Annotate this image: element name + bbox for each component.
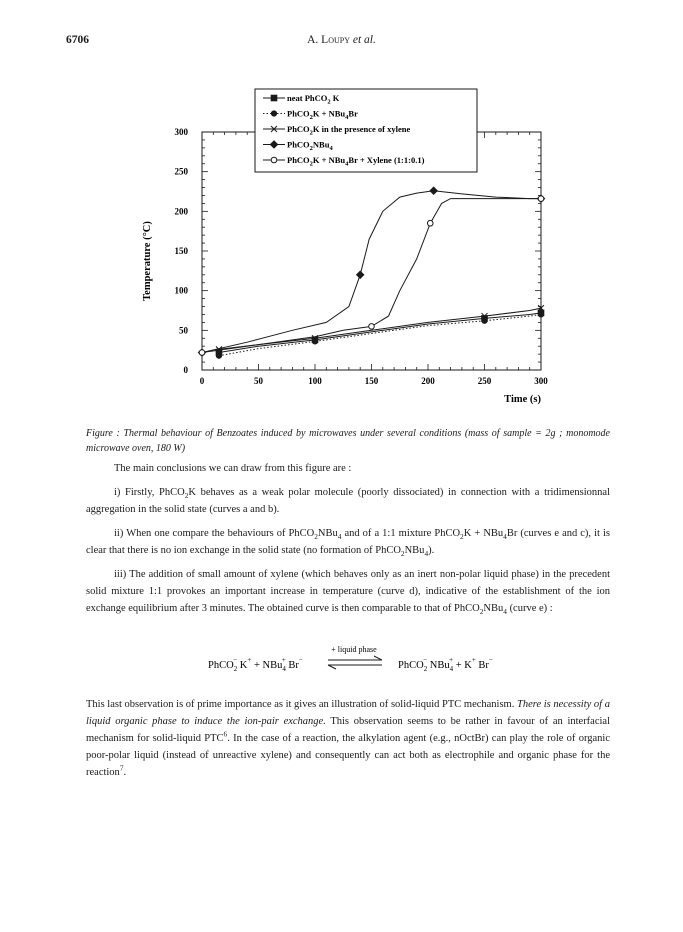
eq-part: Br bbox=[475, 660, 489, 671]
data-point bbox=[538, 312, 543, 317]
eq-part: + NBu bbox=[251, 660, 283, 671]
eq-part: + K bbox=[453, 660, 472, 671]
eq-sup: + bbox=[471, 656, 476, 664]
conclusion-iii bbox=[86, 566, 610, 617]
text: . bbox=[123, 767, 127, 778]
subscript: 2 bbox=[314, 532, 318, 542]
eq-sup: − bbox=[298, 656, 303, 664]
equilibrium-arrows-icon bbox=[328, 656, 382, 669]
text: NBu bbox=[404, 545, 425, 556]
equation-right bbox=[398, 656, 493, 673]
text: Br (curves e and c), it is clear that there is no ion exchange in the solid state (no formation of PhCO bbox=[86, 528, 611, 556]
eq-part: PhCO bbox=[398, 660, 424, 671]
data-point bbox=[482, 318, 487, 323]
legend-text: PhCO bbox=[287, 108, 310, 119]
legend-subscript: 4 bbox=[345, 160, 349, 168]
series-2 bbox=[216, 312, 543, 358]
eq-sub: 4 bbox=[282, 665, 286, 673]
temperature-chart bbox=[0, 0, 683, 420]
legend-subscript: 2 bbox=[327, 98, 331, 106]
legend-text: PhCO bbox=[287, 139, 310, 150]
reference-6[interactable]: 6 bbox=[223, 729, 228, 739]
series-line bbox=[219, 313, 541, 353]
running-head-etal: et al. bbox=[350, 34, 376, 46]
eq-part: PhCO bbox=[208, 660, 234, 671]
figure-caption bbox=[86, 426, 610, 456]
text: iii) The addition of small amount of xylene (which behaves only as an inert non-polar liquid phase) in the precedent solid mixture 1:1 provokes an important increase in temperature (curve d), indicative of the establishment of the ion exchange equilibrium after 3 minutes. The obtained curve is then comparable to that of PhCO bbox=[86, 569, 610, 614]
page-number: 6706 bbox=[66, 34, 89, 46]
equation-arrow-label: + liquid phase bbox=[331, 645, 377, 654]
y-tick-label: 250 bbox=[174, 166, 188, 177]
caption-text: : Thermal behaviour of Benzoates induced by microwaves under several conditions (mass of sample = 2g ; monomode microwave oven, 180 W) bbox=[86, 428, 611, 454]
running-head-author: A. Loupy bbox=[307, 34, 350, 46]
text: ii) When one compare the behaviours of PhCO bbox=[114, 528, 315, 539]
data-point bbox=[538, 196, 544, 202]
final-paragraph bbox=[86, 696, 610, 781]
y-tick-label: 300 bbox=[174, 127, 188, 137]
subscript: 4 bbox=[337, 532, 342, 542]
subscript: 2 bbox=[460, 532, 464, 542]
legend-text: neat PhCO bbox=[287, 93, 328, 103]
text: and of a 1:1 mixture PhCO bbox=[341, 528, 461, 539]
legend-subscript: 2 bbox=[309, 129, 313, 137]
legend-text: K + NBu bbox=[312, 155, 346, 165]
legend-subscript: 2 bbox=[309, 160, 313, 168]
legend-subscript: 2 bbox=[309, 114, 313, 121]
x-tick-label: 0 bbox=[199, 376, 205, 386]
y-tick-label: 0 bbox=[183, 365, 188, 375]
x-tick-label: 50 bbox=[254, 376, 263, 386]
chart-legend bbox=[255, 89, 477, 172]
eq-part: Br bbox=[285, 660, 299, 671]
data-point bbox=[199, 350, 205, 356]
text: i) Firstly, PhCO bbox=[114, 487, 185, 498]
text: K + NBu bbox=[463, 528, 504, 539]
series-line bbox=[219, 315, 541, 356]
x-tick-label: 150 bbox=[364, 376, 379, 386]
eq-sup: + bbox=[281, 656, 286, 664]
legend-subscript: 4 bbox=[329, 145, 333, 152]
y-tick-label: 150 bbox=[174, 246, 188, 256]
subscript: 4 bbox=[424, 549, 429, 559]
subscript: 2 bbox=[400, 549, 405, 559]
legend-text: Br + Xylene (1:1:0.1) bbox=[348, 155, 425, 165]
text: ). bbox=[428, 545, 435, 556]
intro-paragraph: The main conclusions we can draw from this figure are : bbox=[114, 463, 352, 474]
eq-part: K bbox=[237, 660, 248, 671]
text: This last observation is of prime importance as it gives an illustration of solid-liquid PTC mechanism. bbox=[86, 699, 517, 710]
eq-sup: − bbox=[423, 656, 428, 664]
x-axis-label: Time (s) bbox=[504, 394, 541, 405]
x-tick-label: 200 bbox=[421, 376, 435, 386]
eq-sub: 4 bbox=[449, 665, 454, 673]
text: NBu bbox=[317, 528, 338, 539]
legend-text: K + NBu bbox=[312, 108, 346, 119]
y-tick-label: 100 bbox=[174, 285, 188, 296]
data-point bbox=[271, 111, 276, 116]
text: K behaves as a weak polar molecule (poorly dissociated) in connection with a tridimensionnal aggregation in the solid state (curves a and b). bbox=[86, 487, 610, 515]
legend-text: K in the presence of xylene bbox=[312, 124, 411, 134]
y-tick-label: 200 bbox=[174, 206, 188, 217]
subscript: 4 bbox=[503, 532, 507, 542]
equation-left bbox=[208, 656, 303, 673]
ion-exchange-equation bbox=[0, 640, 683, 680]
chart-series bbox=[198, 187, 544, 358]
data-point bbox=[369, 324, 375, 330]
legend-text: Br bbox=[348, 108, 358, 119]
text: This observation seems to be rather in favour of an interfacial mechanism for solid-liquid PTC bbox=[86, 716, 610, 744]
eq-sub: 2 bbox=[233, 665, 238, 673]
legend-subscript: 4 bbox=[345, 114, 349, 121]
x-tick-label: 250 bbox=[477, 376, 492, 386]
data-point bbox=[427, 220, 433, 226]
legend-text: NBu bbox=[312, 139, 330, 150]
data-point bbox=[271, 95, 277, 101]
caption-label: Figure bbox=[86, 428, 113, 439]
data-point bbox=[216, 353, 221, 358]
series-1 bbox=[216, 310, 544, 355]
subscript: 2 bbox=[184, 491, 189, 501]
subscript: 4 bbox=[503, 607, 507, 617]
eq-sub: 2 bbox=[423, 665, 428, 673]
data-point bbox=[271, 157, 277, 163]
y-tick-label: 50 bbox=[179, 325, 188, 336]
conclusion-i bbox=[86, 484, 610, 518]
eq-sup: − bbox=[488, 656, 493, 664]
data-point bbox=[430, 187, 437, 194]
conclusion-ii bbox=[86, 525, 610, 559]
eq-sup: − bbox=[233, 656, 238, 664]
text: (curve e) : bbox=[506, 603, 553, 614]
eq-part: NBu bbox=[427, 660, 450, 671]
legend-text: PhCO bbox=[287, 124, 310, 134]
subscript: 2 bbox=[479, 607, 484, 617]
eq-sup: + bbox=[449, 656, 454, 664]
x-tick-label: 100 bbox=[308, 376, 322, 386]
y-axis-label: Temperature (°C) bbox=[142, 221, 153, 301]
legend-text: PhCO bbox=[287, 155, 310, 165]
legend-subscript: 2 bbox=[309, 145, 313, 152]
italic-text: There is necessity of a liquid organic phase to induce the ion-pair exchange. bbox=[86, 699, 610, 727]
text: . In the case of a reaction, the alkylation agent (e.g., nOctBr) can play the role of organic poor-polar liquid (instead of unreactive xylene) and consequently can act both as electrophile and organic phase for the reaction bbox=[86, 733, 610, 778]
legend-text: K bbox=[330, 93, 340, 103]
data-point bbox=[357, 271, 364, 278]
reference-7[interactable]: 7 bbox=[119, 763, 124, 773]
eq-sup: + bbox=[247, 656, 252, 664]
x-tick-label: 300 bbox=[534, 376, 548, 386]
text: NBu bbox=[483, 603, 504, 614]
